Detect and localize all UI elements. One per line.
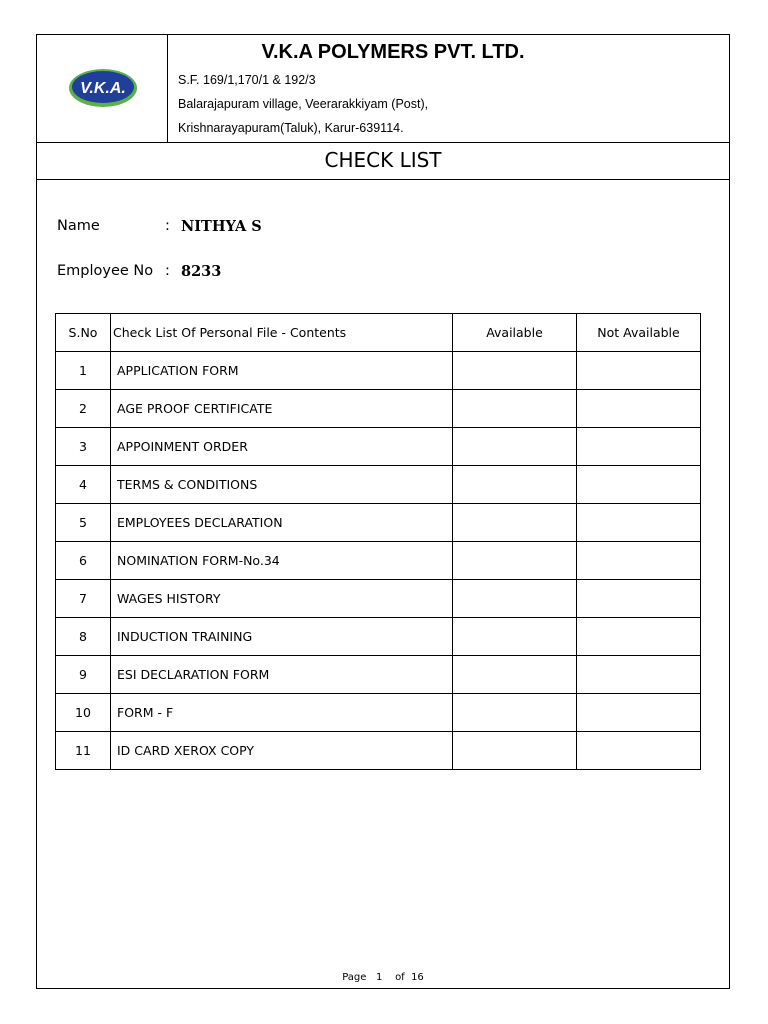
- row-not-available-cell: [577, 466, 701, 504]
- row-not-available-cell: [577, 542, 701, 580]
- name-value: NITHYA S: [181, 218, 262, 235]
- table-row: [56, 466, 701, 504]
- table-header-row: [56, 314, 701, 352]
- header-not-available: Not Available: [577, 314, 701, 352]
- address-line-3: Krishnarayapuram(Taluk), Karur-639114.: [178, 121, 404, 135]
- row-sno: 6: [56, 542, 111, 580]
- page-number: 1: [375, 972, 383, 983]
- table-row: [56, 352, 701, 390]
- address-line-2: Balarajapuram village, Veerarakkiyam (Post),: [178, 97, 429, 111]
- row-not-available-cell: [577, 390, 701, 428]
- row-available-cell: [453, 656, 577, 694]
- row-not-available-cell: [577, 428, 701, 466]
- name-separator: :: [165, 218, 170, 234]
- table-row: [56, 656, 701, 694]
- row-not-available-cell: [577, 504, 701, 542]
- row-sno: 4: [56, 466, 111, 504]
- total-pages: 16: [411, 972, 424, 983]
- page-label: Page: [342, 972, 367, 983]
- company-logo: [68, 68, 138, 108]
- header-sno: S.No: [56, 314, 111, 352]
- row-sno: 10: [56, 694, 111, 732]
- row-item: NOMINATION FORM-No.34: [111, 542, 453, 580]
- header-contents: Check List Of Personal File - Contents: [111, 314, 453, 352]
- row-available-cell: [453, 618, 577, 656]
- row-item: ID CARD XEROX COPY: [111, 732, 453, 770]
- row-sno: 1: [56, 352, 111, 390]
- table-row: [56, 390, 701, 428]
- row-item: TERMS & CONDITIONS: [111, 466, 453, 504]
- row-sno: 3: [56, 428, 111, 466]
- table-row: [56, 428, 701, 466]
- table-row: [56, 618, 701, 656]
- row-sno: 7: [56, 580, 111, 618]
- row-sno: 9: [56, 656, 111, 694]
- svg-text:V.K.A.: V.K.A.: [80, 80, 126, 97]
- row-available-cell: [453, 428, 577, 466]
- row-item: FORM - F: [111, 694, 453, 732]
- row-not-available-cell: [577, 352, 701, 390]
- row-not-available-cell: [577, 656, 701, 694]
- table-row: [56, 504, 701, 542]
- table-row: [56, 732, 701, 770]
- page-frame: [36, 34, 730, 989]
- row-item: AGE PROOF CERTIFICATE: [111, 390, 453, 428]
- letterhead: [37, 35, 729, 143]
- row-not-available-cell: [577, 732, 701, 770]
- row-sno: 5: [56, 504, 111, 542]
- employee-no-label: Employee No: [57, 263, 154, 279]
- row-not-available-cell: [577, 580, 701, 618]
- employee-no-separator: :: [165, 263, 170, 279]
- checklist-body: [56, 352, 701, 770]
- checklist-table: [55, 313, 701, 770]
- row-available-cell: [453, 390, 577, 428]
- row-item: WAGES HISTORY: [111, 580, 453, 618]
- company-name: V.K.A POLYMERS PVT. LTD.: [261, 41, 525, 63]
- row-item: EMPLOYEES DECLARATION: [111, 504, 453, 542]
- address-line-1: S.F. 169/1,170/1 & 192/3: [178, 73, 316, 87]
- row-available-cell: [453, 580, 577, 618]
- row-sno: 11: [56, 732, 111, 770]
- row-not-available-cell: [577, 618, 701, 656]
- row-available-cell: [453, 542, 577, 580]
- employee-no-value: 8233: [181, 263, 222, 280]
- row-item: APPLICATION FORM: [111, 352, 453, 390]
- row-sno: 2: [56, 390, 111, 428]
- name-label: Name: [57, 218, 100, 234]
- row-item: APPOINMENT ORDER: [111, 428, 453, 466]
- document-title: CHECK LIST: [37, 142, 729, 180]
- table-row: [56, 694, 701, 732]
- row-available-cell: [453, 504, 577, 542]
- of-label: of: [395, 972, 405, 983]
- row-item: INDUCTION TRAINING: [111, 618, 453, 656]
- row-available-cell: [453, 352, 577, 390]
- table-row: [56, 580, 701, 618]
- table-row: [56, 542, 701, 580]
- row-available-cell: [453, 694, 577, 732]
- row-item: ESI DECLARATION FORM: [111, 656, 453, 694]
- logo-cell: [37, 35, 168, 142]
- row-not-available-cell: [577, 694, 701, 732]
- header-available: Available: [453, 314, 577, 352]
- page-footer: [37, 972, 729, 983]
- row-available-cell: [453, 732, 577, 770]
- row-available-cell: [453, 466, 577, 504]
- row-sno: 8: [56, 618, 111, 656]
